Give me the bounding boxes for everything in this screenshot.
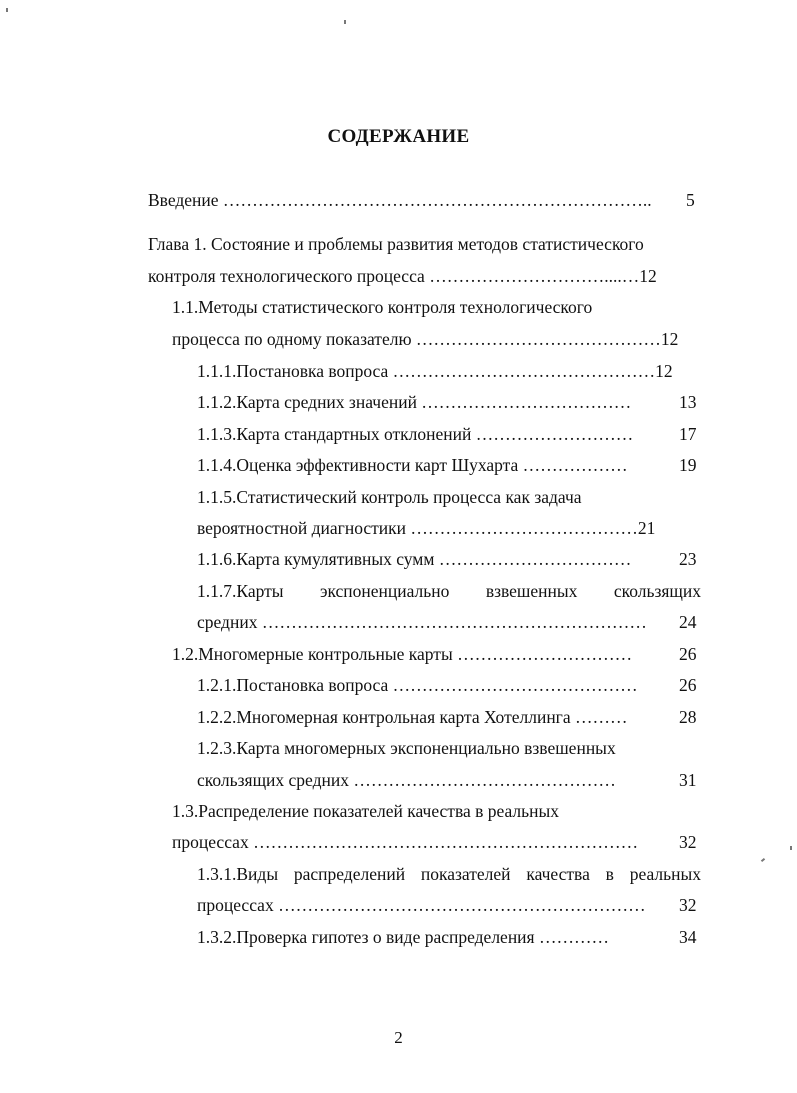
toc-entry-1-1-1: 1.1.1.Постановка вопроса ………………………………………12 <box>197 361 673 381</box>
word: 1.3.1.Виды <box>197 864 279 884</box>
toc-entry-1-3-1 <box>197 863 701 885</box>
toc-entry-1-1-3: 1.1.3.Карта стандартных отклонений ……………………… <box>197 424 634 444</box>
toc-page-1-3-2: 34 <box>679 927 697 947</box>
toc-entry-1-1-2: 1.1.2.Карта средних значений ……………………………… <box>197 392 632 412</box>
toc-entry-chapter-1-cont: контроля технологического процесса …………………………....…12 <box>148 266 657 286</box>
toc-page-1-1-7: 24 <box>679 612 697 632</box>
toc-entry-chapter-1: Глава 1. Состояние и проблемы развития методов статистического <box>148 234 644 254</box>
toc-page-1-3-1: 32 <box>679 895 697 915</box>
toc-entry-1-1-7-cont: средних ………………………………………………………… <box>197 612 647 632</box>
toc-page-1-2-1: 26 <box>679 675 697 695</box>
toc-entry-1-2-3-cont: скользящих средних ……………………………………… <box>197 770 616 790</box>
toc-entry-1-1-7 <box>197 580 701 602</box>
toc-entry-1-3-2: 1.3.2.Проверка гипотез о виде распределения ………… <box>197 927 609 947</box>
toc-page-1-2: 26 <box>679 644 697 664</box>
scan-mark <box>790 846 792 850</box>
toc-entry-1-3-cont: процессах ………………………………………………………… <box>172 832 639 852</box>
page-title: СОДЕРЖАНИЕ <box>327 126 470 147</box>
toc-page-1-2-3: 31 <box>679 770 697 790</box>
scan-mark <box>761 858 765 862</box>
toc-page-1-1-2: 13 <box>679 392 697 412</box>
word: показателей <box>420 864 511 884</box>
toc-page-1-1-3: 17 <box>679 424 697 444</box>
word: скользящих <box>613 581 701 601</box>
toc-entry-1-3-1-cont: процессах ……………………………………………………… <box>197 895 646 915</box>
word: экспоненциально <box>319 581 450 601</box>
scan-mark <box>344 20 346 24</box>
word: качества <box>526 864 590 884</box>
toc-entry-1-1-5-cont: вероятностной диагностики …………………………………21 <box>197 518 656 538</box>
toc-page-1-1-6: 23 <box>679 549 697 569</box>
toc-entry-1-2-1: 1.2.1.Постановка вопроса …………………………………… <box>197 675 638 695</box>
word: в <box>605 864 614 884</box>
toc-entry-1-2-3: 1.2.3.Карта многомерных экспоненциально взвешенных <box>197 738 616 758</box>
word: реальных <box>629 864 701 884</box>
toc-page-1-1-4: 19 <box>679 455 697 475</box>
toc-entry-1-2-2: 1.2.2.Многомерная контрольная карта Хотеллинга ……… <box>197 707 628 727</box>
toc-entry-1-1-5: 1.1.5.Статистический контроль процесса как задача <box>197 487 582 507</box>
toc-page-intro: 5 <box>686 190 695 210</box>
toc-entry-1-2: 1.2.Многомерные контрольные карты ………………………… <box>172 644 633 664</box>
toc-entry-1-1-cont: процесса по одному показателю ……………………………………12 <box>172 329 679 349</box>
page-number: 2 <box>394 1028 403 1047</box>
toc-page-1-3: 32 <box>679 832 697 852</box>
toc-entry-1-1-6: 1.1.6.Карта кумулятивных сумм …………………………… <box>197 549 632 569</box>
toc-entry-1-1: 1.1.Методы статистического контроля технологического <box>172 297 593 317</box>
toc-entry-1-1-4: 1.1.4.Оценка эффективности карт Шухарта ……………… <box>197 455 628 475</box>
word: распределений <box>293 864 406 884</box>
word: 1.1.7.Карты <box>197 581 284 601</box>
word: взвешенных <box>485 581 578 601</box>
scan-mark <box>6 8 8 12</box>
toc-page-1-2-2: 28 <box>679 707 697 727</box>
toc-entry-intro: Введение ……………………………………………………………….. <box>148 190 652 210</box>
toc-entry-1-3: 1.3.Распределение показателей качества в реальных <box>172 801 559 821</box>
